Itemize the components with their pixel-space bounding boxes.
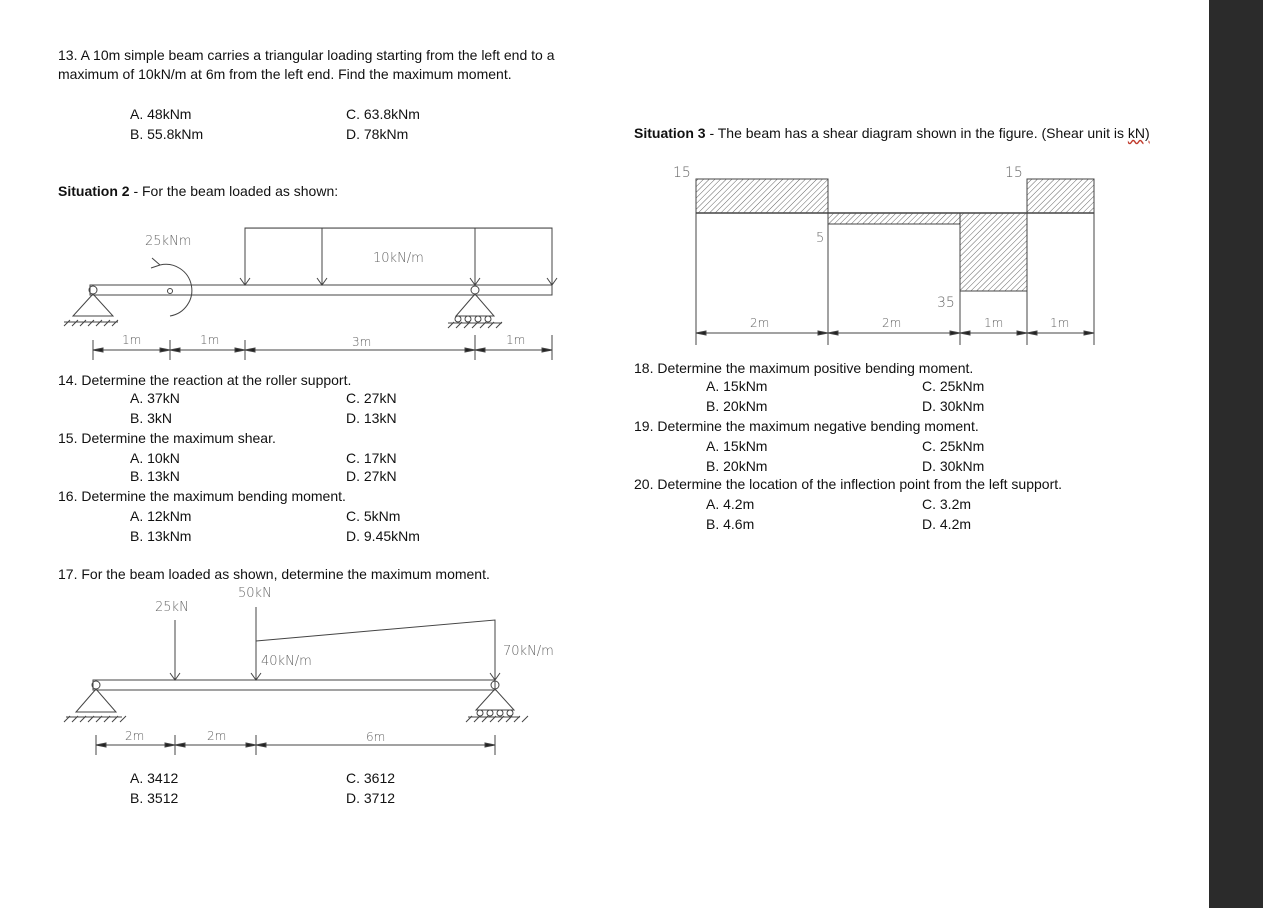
dim-4: 1m: [506, 333, 526, 347]
q14-option-b: B. 3kN: [130, 410, 173, 426]
q18-option-a: A. 15kNm: [706, 378, 768, 394]
question-13-text: 13. A 10m simple beam carries a triangular loading starting from the left end to a maximum of 10kN/m at 6m from the left end. Find the maximum moment.: [58, 47, 555, 82]
dim-3: 6m: [366, 730, 386, 744]
question-16-text: 16. Determine the maximum bending moment.: [58, 488, 346, 504]
dim-1: 2m: [750, 316, 770, 330]
point-load-1-label: 25kN: [155, 600, 189, 615]
dimension-line: [696, 331, 1094, 335]
shear-block-1: [696, 179, 828, 213]
q13-option-d: D. 78kNm: [346, 126, 409, 142]
roller-support: [466, 681, 528, 722]
load-start-label: 40kN/m: [261, 654, 312, 669]
dimension-line: [96, 735, 495, 755]
question-14-text: 14. Determine the reaction at the roller support.: [58, 372, 352, 388]
q13-option-a: A. 48kNm: [130, 106, 192, 122]
q19-option-b: B. 20kNm: [706, 458, 768, 474]
dim-1: 2m: [125, 729, 145, 743]
q17-option-a: A. 3412: [130, 770, 179, 786]
dim-4: 1m: [1050, 316, 1070, 330]
situation-2-label: Situation 2: [58, 183, 130, 199]
q19-option-c: C. 25kNm: [922, 438, 985, 454]
q19-option-a: A. 15kNm: [706, 438, 768, 454]
q16-option-a: A. 12kNm: [130, 508, 192, 524]
shear-block-2: [828, 213, 960, 224]
point-load-25kn: [170, 620, 180, 680]
q13-option-b: B. 55.8kNm: [130, 126, 204, 142]
situation-3-text: - The beam has a shear diagram shown in the figure. (Shear unit is: [705, 125, 1128, 141]
question-18-text: 18. Determine the maximum positive bending moment.: [634, 360, 974, 376]
q16-option-d: D. 9.45kNm: [346, 528, 420, 544]
q18-option-c: C. 25kNm: [922, 378, 985, 394]
question-17-text: 17. For the beam loaded as shown, determine the maximum moment.: [58, 566, 490, 582]
q16-option-c: C. 5kNm: [346, 508, 401, 524]
dim-2: 2m: [207, 729, 227, 743]
q15-option-a: A. 10kN: [130, 450, 180, 466]
situation-2-text: - For the beam loaded as shown:: [129, 183, 339, 199]
q18-option-b: B. 20kNm: [706, 398, 768, 414]
dim-3: 1m: [984, 316, 1004, 330]
q13-option-c: C. 63.8kNm: [346, 106, 420, 122]
q20-option-d: D. 4.2m: [922, 516, 972, 532]
load-end-label: 70kN/m: [503, 644, 554, 659]
shear-value-right: 15: [1005, 165, 1023, 181]
shear-value-left: 15: [673, 165, 691, 181]
trapezoidal-load: [256, 620, 500, 680]
q20-option-b: B. 4.6m: [706, 516, 755, 532]
situation-3-label: Situation 3: [634, 125, 706, 141]
shear-value-5: 5: [816, 231, 825, 246]
q15-option-c: C. 17kN: [346, 450, 397, 466]
question-19-text: 19. Determine the maximum negative bending moment.: [634, 418, 979, 434]
q15-option-d: D. 27kN: [346, 468, 397, 484]
question-15-text: 15. Determine the maximum shear.: [58, 430, 276, 446]
moment-label: 25kNm: [145, 234, 192, 249]
dim-3: 3m: [352, 335, 372, 349]
beam: [93, 680, 495, 690]
q15-option-b: B. 13kN: [130, 468, 180, 484]
shear-diagram-figure: [0, 0, 1120, 360]
dim-1: 1m: [122, 333, 142, 347]
q17-option-b: B. 3512: [130, 790, 179, 806]
q20-option-a: A. 4.2m: [706, 496, 755, 512]
point-load-2-label: 50kN: [238, 586, 272, 601]
pin-support: [64, 681, 126, 722]
shear-block-3: [960, 213, 1027, 291]
q14-option-c: C. 27kN: [346, 390, 397, 406]
q14-option-d: D. 13kN: [346, 410, 397, 426]
shear-value-35: 35: [937, 295, 955, 311]
question-20-text: 20. Determine the location of the inflection point from the left support.: [634, 476, 1063, 492]
q16-option-b: B. 13kNm: [130, 528, 192, 544]
situation-3-unit: kN): [1127, 125, 1150, 141]
shear-block-4: [1027, 179, 1094, 213]
q17-option-d: D. 3712: [346, 790, 396, 806]
q17-option-c: C. 3612: [346, 770, 396, 786]
scrollbar[interactable]: [1209, 0, 1263, 908]
udl-label: 10kN/m: [373, 251, 424, 266]
q20-option-c: C. 3.2m: [922, 496, 972, 512]
q14-option-a: A. 37kN: [130, 390, 180, 406]
dim-2: 2m: [882, 316, 902, 330]
q19-option-d: D. 30kNm: [922, 458, 985, 474]
dim-2: 1m: [200, 333, 220, 347]
q18-option-d: D. 30kNm: [922, 398, 985, 414]
